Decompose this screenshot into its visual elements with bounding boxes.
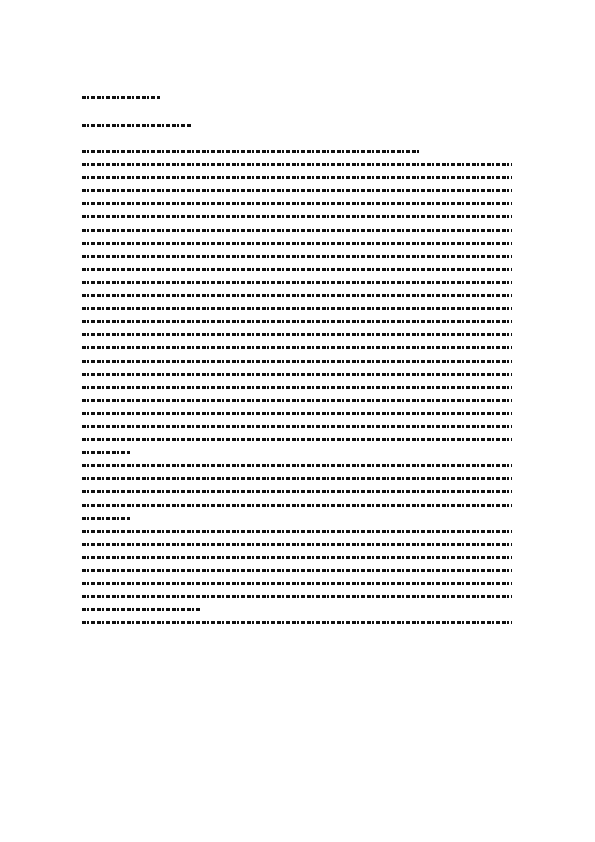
text-line — [82, 569, 512, 572]
paragraph-1 — [82, 163, 512, 454]
text-line — [82, 255, 512, 258]
text-line — [82, 582, 512, 585]
text-line — [82, 307, 512, 310]
text-line — [82, 189, 512, 192]
text-line — [82, 294, 512, 297]
text-line — [82, 556, 512, 559]
text-line — [82, 176, 512, 179]
paragraph-4 — [82, 621, 512, 624]
text-line — [82, 399, 512, 402]
header-line-2 — [82, 124, 192, 127]
text-line — [82, 163, 512, 166]
text-line — [82, 438, 512, 441]
text-line — [82, 451, 130, 454]
text-line — [82, 202, 512, 205]
text-line — [82, 346, 512, 349]
text-line — [82, 595, 512, 598]
text-line — [82, 360, 512, 363]
text-line — [82, 215, 512, 218]
text-line — [82, 268, 512, 271]
paragraph-3 — [82, 530, 512, 612]
section-heading — [82, 150, 420, 153]
text-line — [82, 530, 512, 533]
text-line — [82, 517, 130, 520]
text-line — [82, 242, 512, 245]
header-line-1 — [82, 96, 160, 99]
text-line — [82, 490, 512, 493]
text-line — [82, 477, 512, 480]
text-line — [82, 229, 512, 232]
text-line — [82, 412, 512, 415]
text-line — [82, 608, 202, 611]
text-line — [82, 333, 512, 336]
text-line — [82, 373, 512, 376]
text-line — [82, 621, 512, 624]
text-line — [82, 386, 512, 389]
text-line — [82, 543, 512, 546]
text-area — [82, 96, 512, 634]
paragraph-2 — [82, 464, 512, 519]
text-line — [82, 464, 512, 467]
text-line — [82, 281, 512, 284]
text-line — [82, 320, 512, 323]
text-line — [82, 504, 512, 507]
text-line — [82, 425, 512, 428]
